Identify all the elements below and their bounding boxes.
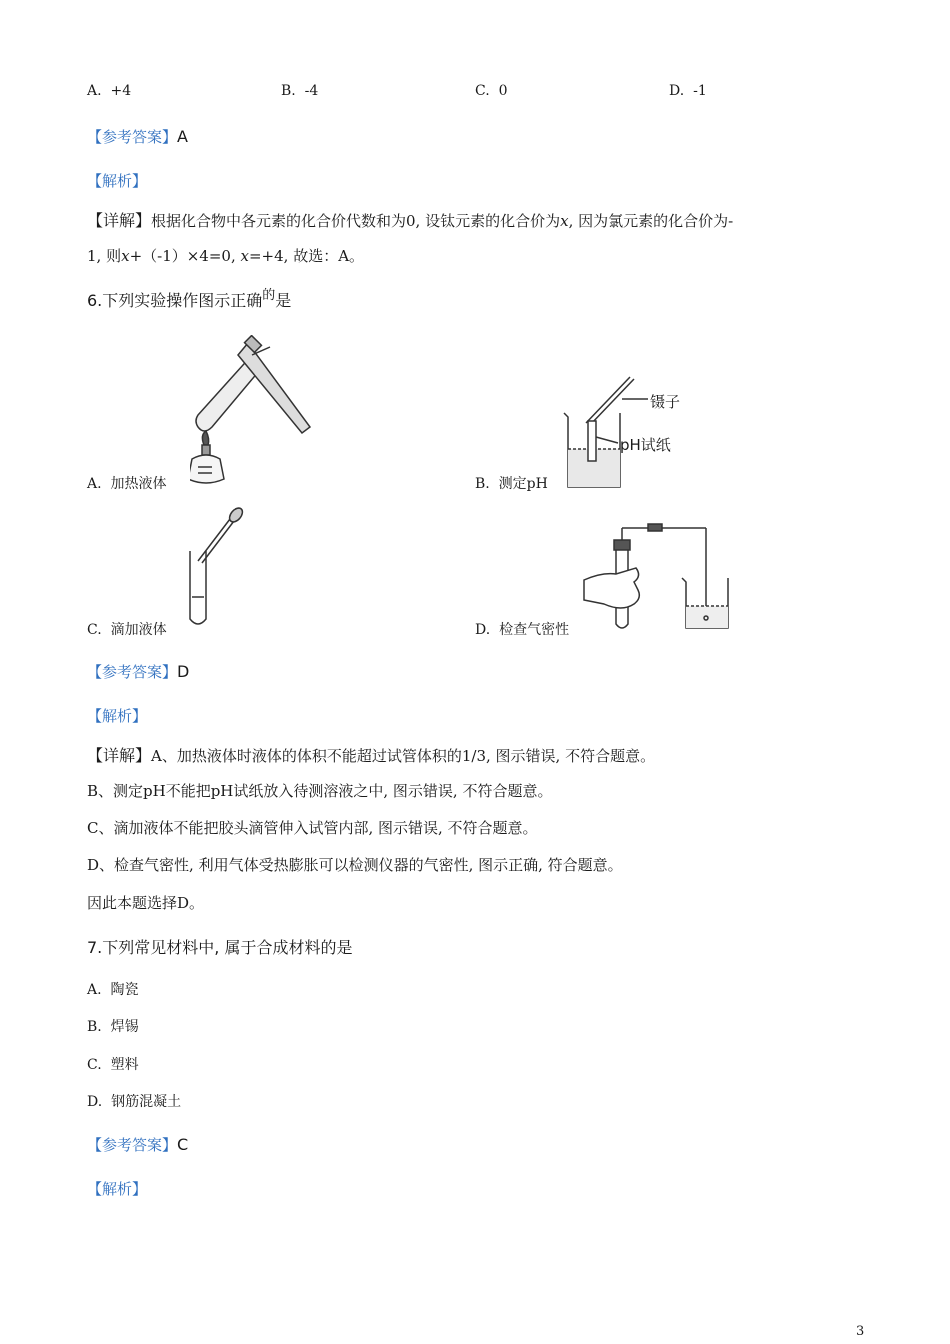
q6-option-b: B. 测定pH [475,476,548,492]
q7-option-b: B. 焊锡 [87,1019,139,1035]
page-number: 3 [856,1324,865,1339]
figure-b-tweezers-label: 镊子 [650,393,681,411]
q5-analysis-label: 【解析】 [87,172,148,190]
q5-option-a: A. +4 [87,83,132,99]
q5-option-d: D. -1 [669,83,707,99]
q6-detail-c: C、滴加液体不能把胶头滴管伸入试管内部, 图示错误, 不符合题意。 [87,819,538,837]
q6-title: 6.下列实验操作图示正确$^的$是 [87,288,292,310]
q5-detail-line2: 1, 则x+（-1）×4=0, x=+4, 故选：A。 [87,247,365,265]
q5-answer: 【参考答案】A [87,127,188,146]
q7-analysis-label: 【解析】 [87,1180,148,1198]
figure-c-dropping-liquid [184,505,244,630]
figure-a-heating-liquid [190,335,320,495]
figure-d-airtightness-check [582,520,732,632]
q6-option-c: C. 滴加液体 [87,622,167,638]
q6-conclusion: 因此本题选择D。 [87,894,205,912]
q6-answer: 【参考答案】D [87,662,190,681]
q6-analysis-label: 【解析】 [87,707,148,725]
q7-title: 7.下列常见材料中, 属于合成材料的是 [87,938,353,957]
q6-detail-a: 【详解】A、加热液体时液体的体积不能超过试管体积的1/3, 图示错误, 不符合题意。 [87,746,656,765]
q7-option-a: A. 陶瓷 [87,982,139,998]
q5-detail-line1: 【详解】根据化合物中各元素的化合价代数和为0, 设钛元素的化合价为x, 因为氯元素的化合价为- [87,211,734,230]
q5-option-c: C. 0 [475,83,508,99]
q6-detail-b: B、测定pH不能把pH试纸放入待测溶液之中, 图示错误, 不符合题意。 [87,782,553,800]
q5-option-b: B. -4 [281,83,319,99]
q6-option-a: A. 加热液体 [87,476,167,492]
q7-answer: 【参考答案】C [87,1135,189,1154]
q7-option-d: D. 钢筋混凝土 [87,1094,182,1110]
figure-b-ph-paper-label: pH试纸 [620,436,671,454]
q6-option-d: D. 检查气密性 [475,622,570,638]
q6-detail-d: D、检查气密性, 利用气体受热膨胀可以检测仪器的气密性, 图示正确, 符合题意。 [87,856,623,874]
q7-option-c: C. 塑料 [87,1057,139,1073]
